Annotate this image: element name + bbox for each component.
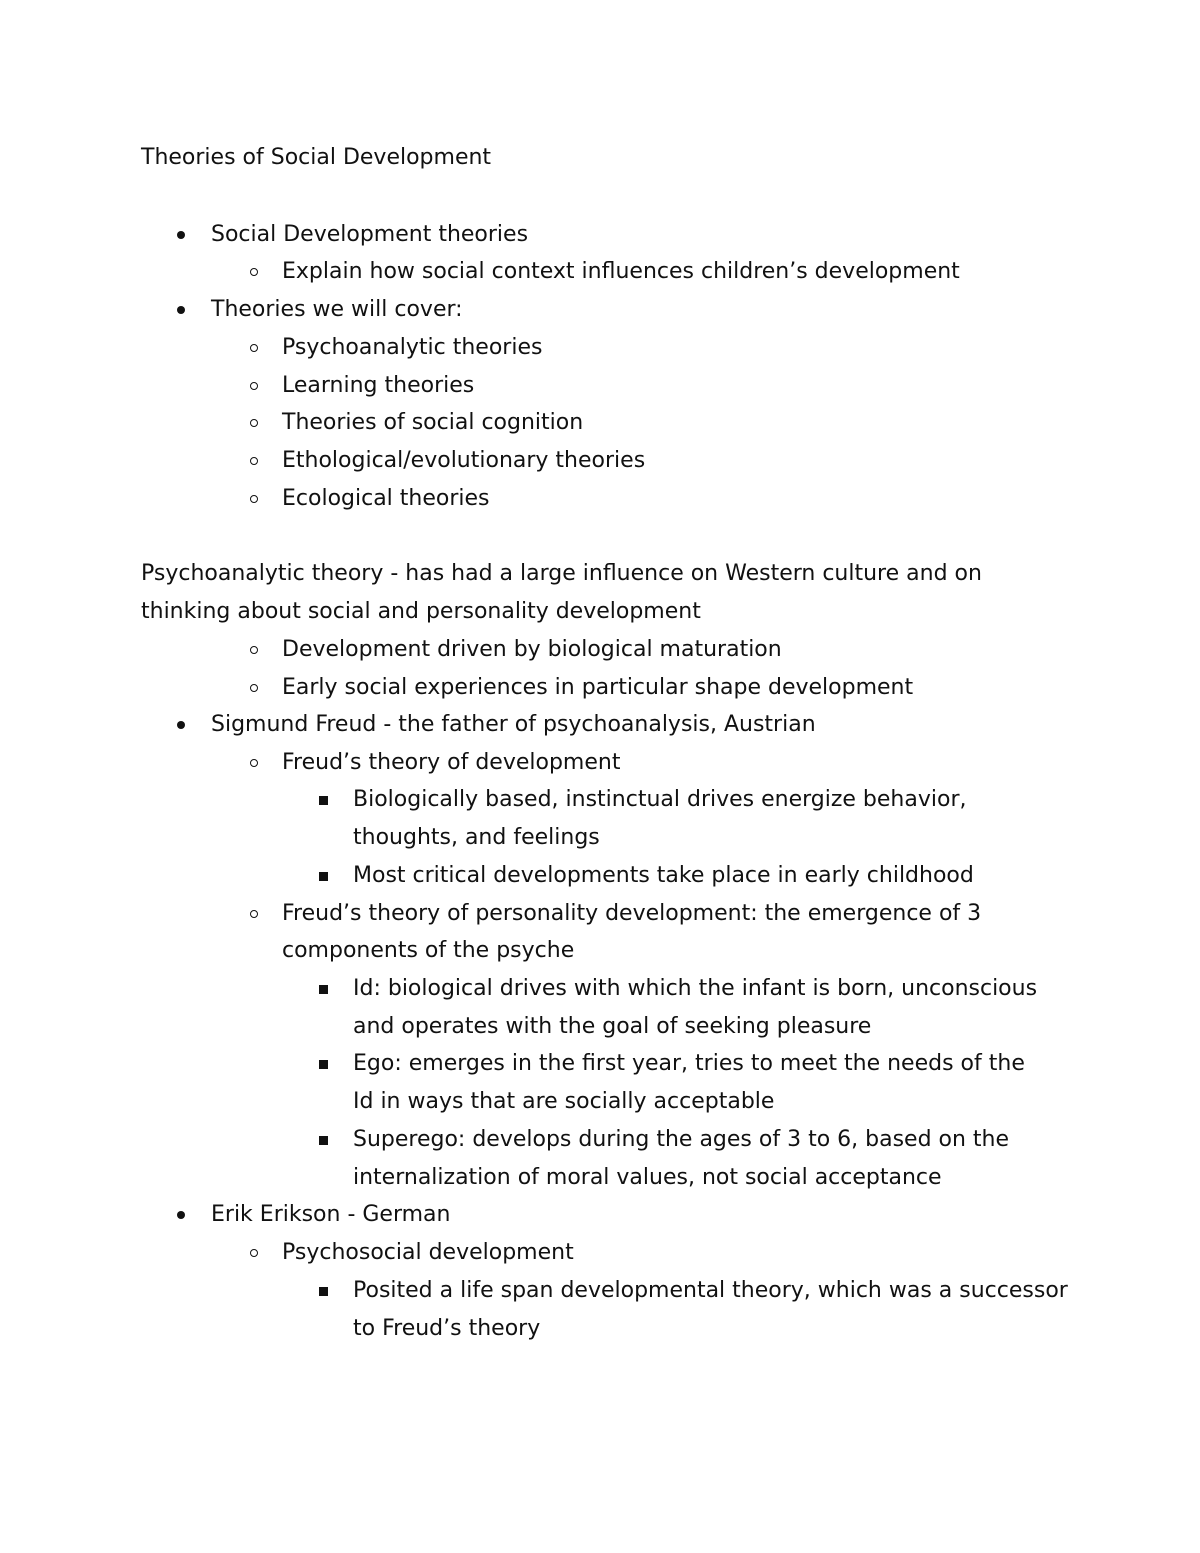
list-item: Social Development theories [211,222,529,247]
list-item: Biologically based, instinctual drives energize behavior, [353,787,967,812]
list-item: Psychoanalytic theories [282,335,543,360]
document-title: Theories of Social Development [141,145,492,170]
circle-bullet-icon [250,344,258,352]
disc-bullet-icon [177,306,185,314]
circle-bullet-icon [250,910,258,918]
square-bullet-icon [319,1287,328,1296]
circle-bullet-icon [250,646,258,654]
list-item: Learning theories [282,373,475,398]
list-item-continuation: internalization of moral values, not social acceptance [353,1165,942,1190]
list-item: Ecological theories [282,486,490,511]
list-item-continuation: and operates with the goal of seeking pleasure [353,1014,872,1039]
list-item: Freud’s theory of development [282,750,621,775]
paragraph-line: Psychoanalytic theory - has had a large influence on Western culture and on [141,561,982,586]
list-item-continuation: Id in ways that are socially acceptable [353,1089,775,1114]
circle-bullet-icon [250,382,258,390]
list-item: Erik Erikson - German [211,1202,451,1227]
list-item-continuation: to Freud’s theory [353,1316,541,1341]
circle-bullet-icon [250,495,258,503]
list-item: Theories of social cognition [282,410,584,435]
circle-bullet-icon [250,457,258,465]
list-item-continuation: thoughts, and feelings [353,825,600,850]
list-item: Id: biological drives with which the infant is born, unconscious [353,976,1038,1001]
list-item: Freud’s theory of personality development: the emergence of 3 [282,901,982,926]
disc-bullet-icon [177,231,185,239]
square-bullet-icon [319,872,328,881]
disc-bullet-icon [177,721,185,729]
list-item: Sigmund Freud - the father of psychoanalysis, Austrian [211,712,816,737]
list-item: Explain how social context influences children’s development [282,259,960,284]
list-item: Posited a life span developmental theory, which was a successor [353,1278,1068,1303]
square-bullet-icon [319,985,328,994]
list-item: Ethological/evolutionary theories [282,448,646,473]
list-item: Most critical developments take place in early childhood [353,863,974,888]
circle-bullet-icon [250,684,258,692]
square-bullet-icon [319,1136,328,1145]
circle-bullet-icon [250,1249,258,1257]
circle-bullet-icon [250,759,258,767]
list-item: Psychosocial development [282,1240,574,1265]
square-bullet-icon [319,1060,328,1069]
circle-bullet-icon [250,419,258,427]
circle-bullet-icon [250,268,258,276]
list-item: Development driven by biological maturation [282,637,782,662]
list-item-continuation: components of the psyche [282,938,575,963]
paragraph-line: thinking about social and personality development [141,599,701,624]
list-item: Superego: develops during the ages of 3 to 6, based on the [353,1127,1010,1152]
disc-bullet-icon [177,1211,185,1219]
list-item: Theories we will cover: [211,297,463,322]
list-item: Ego: emerges in the first year, tries to meet the needs of the [353,1051,1025,1076]
square-bullet-icon [319,796,328,805]
list-item: Early social experiences in particular shape development [282,675,914,700]
